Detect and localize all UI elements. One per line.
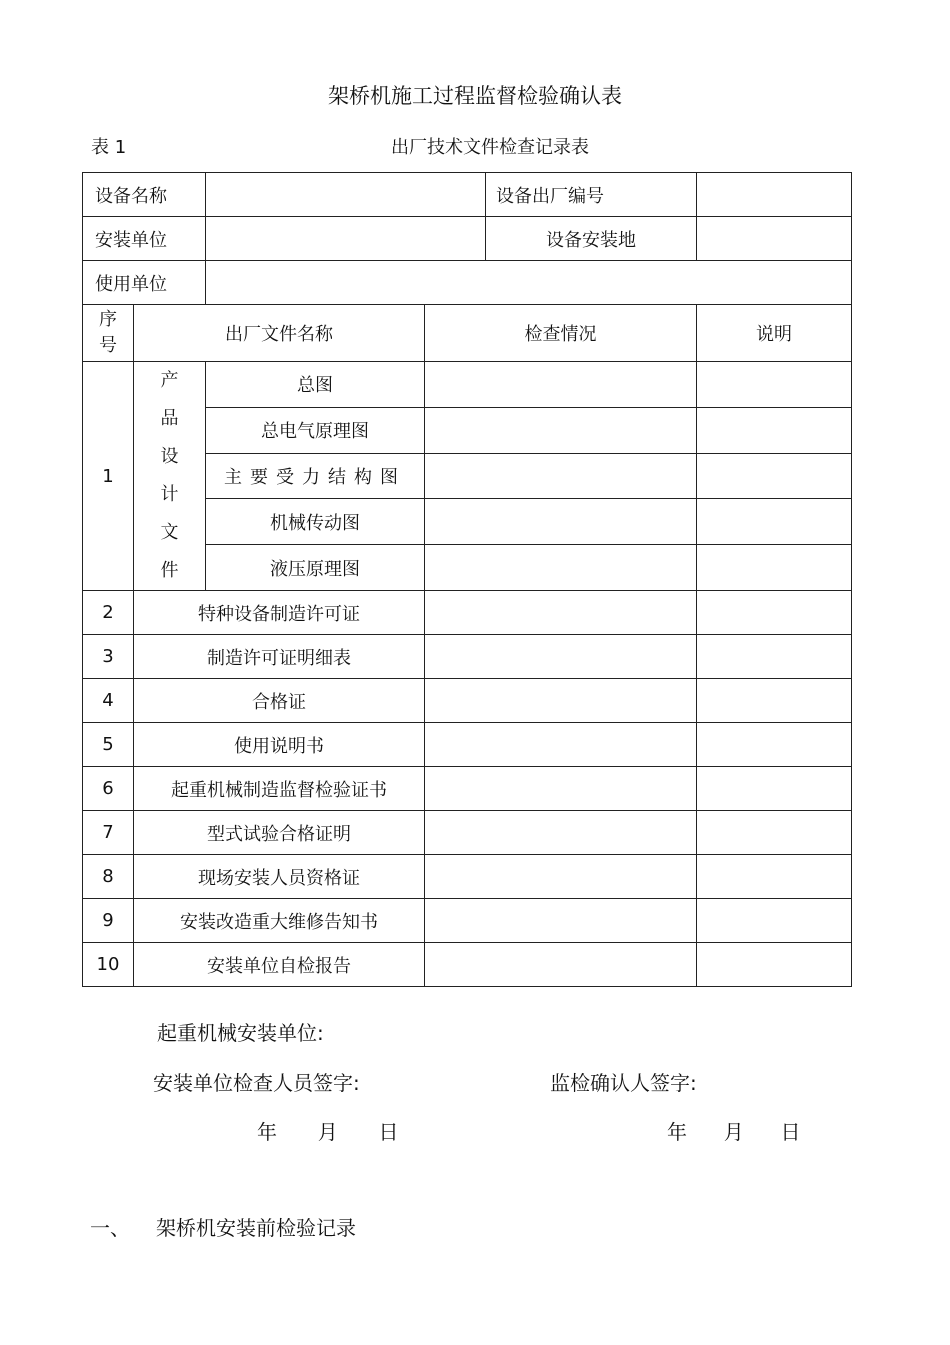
remark-cell[interactable]: [697, 943, 852, 987]
check-status-cell[interactable]: [425, 679, 697, 723]
doc-name-cell: 总图: [206, 362, 425, 408]
category-char: 计: [160, 484, 179, 505]
check-status-cell[interactable]: [425, 899, 697, 943]
inspector-date: [257, 1116, 398, 1145]
remark-cell[interactable]: [697, 723, 852, 767]
table-row: [83, 723, 852, 767]
remark-cell[interactable]: [697, 899, 852, 943]
category-char: 产: [160, 370, 179, 391]
doc-name-cell: 现场安装人员资格证: [134, 855, 425, 899]
section-number: 一、: [90, 1216, 130, 1240]
remark-cell[interactable]: [697, 811, 852, 855]
row-seq: 9: [83, 899, 134, 943]
header-row-equipment: [83, 173, 852, 217]
table-row: [83, 591, 852, 635]
row-seq: 7: [83, 811, 134, 855]
table-row: [83, 679, 852, 723]
seq-column-header: [83, 305, 134, 362]
day-label: 日: [378, 1120, 399, 1144]
check-status-cell[interactable]: [425, 545, 697, 591]
check-status-cell[interactable]: [425, 407, 697, 453]
category-char: 文: [160, 522, 179, 543]
install-site-field[interactable]: [697, 217, 852, 261]
seq-header-top: 序: [99, 309, 117, 330]
remark-cell[interactable]: [697, 635, 852, 679]
row-seq: 10: [83, 943, 134, 987]
check-status-cell[interactable]: [425, 362, 697, 408]
column-header-row: [83, 305, 852, 362]
group1-category: [134, 362, 206, 591]
day-label: 日: [780, 1120, 801, 1144]
document-title: 架桥机施工过程监督检验确认表: [328, 84, 622, 108]
group1-seq: 1: [83, 362, 134, 591]
check-status-cell[interactable]: [425, 943, 697, 987]
month-label: 月: [317, 1120, 338, 1144]
inspection-table: [82, 172, 852, 987]
seq-header-bottom: 号: [99, 335, 117, 356]
header-row-install: [83, 217, 852, 261]
doc-name-column-header: 出厂文件名称: [134, 305, 425, 362]
equipment-name-field[interactable]: [206, 173, 486, 217]
check-status-cell[interactable]: [425, 855, 697, 899]
check-status-cell[interactable]: [425, 723, 697, 767]
category-char: 件: [160, 560, 179, 581]
remark-cell[interactable]: [697, 679, 852, 723]
row-seq: 4: [83, 679, 134, 723]
remark-cell[interactable]: [697, 591, 852, 635]
category-char: 设: [160, 446, 179, 467]
table-row: [83, 855, 852, 899]
doc-name-cell: 主要受力结构图: [206, 453, 425, 499]
remark-cell[interactable]: [697, 407, 852, 453]
install-unit-label: 安装单位: [83, 217, 206, 261]
doc-name-cell: 总电气原理图: [206, 407, 425, 453]
header-row-user: [83, 261, 852, 305]
remark-cell[interactable]: [697, 855, 852, 899]
table-title: 出厂技术文件检查记录表: [391, 137, 589, 158]
doc-name-cell: 机械传动图: [206, 499, 425, 545]
check-status-cell[interactable]: [425, 591, 697, 635]
install-company-label: 起重机械安装单位:: [157, 1021, 324, 1045]
doc-name-cell: 特种设备制造许可证: [134, 591, 425, 635]
row-seq: 5: [83, 723, 134, 767]
confirm-sign-label: 监检确认人签字:: [550, 1071, 697, 1095]
check-status-cell[interactable]: [425, 635, 697, 679]
remark-cell[interactable]: [697, 453, 852, 499]
remark-cell[interactable]: [697, 767, 852, 811]
doc-name-cell: 起重机械制造监督检验证书: [134, 767, 425, 811]
remark-cell[interactable]: [697, 362, 852, 408]
equipment-name-label: 设备名称: [83, 173, 206, 217]
inspector-sign-label: 安装单位检查人员签字:: [153, 1071, 360, 1095]
row-seq: 8: [83, 855, 134, 899]
doc-name-cell: 液压原理图: [206, 545, 425, 591]
table-row: [83, 943, 852, 987]
year-label: 年: [257, 1120, 277, 1144]
doc-name-cell: 使用说明书: [134, 723, 425, 767]
table-row: [83, 767, 852, 811]
table-row: [83, 899, 852, 943]
category-char: 品: [160, 408, 179, 429]
month-label: 月: [723, 1120, 744, 1144]
row-seq: 6: [83, 767, 134, 811]
row-seq: 3: [83, 635, 134, 679]
user-unit-field[interactable]: [206, 261, 852, 305]
table-row: [83, 635, 852, 679]
install-site-label: 设备安装地: [486, 217, 697, 261]
user-unit-label: 使用单位: [83, 261, 206, 305]
doc-name-cell: 安装改造重大维修告知书: [134, 899, 425, 943]
check-status-cell[interactable]: [425, 499, 697, 545]
table-row: [83, 811, 852, 855]
check-status-cell[interactable]: [425, 453, 697, 499]
doc-name-cell: 安装单位自检报告: [134, 943, 425, 987]
table-number: 表 1: [91, 137, 127, 158]
factory-number-field[interactable]: [697, 173, 852, 217]
install-unit-field[interactable]: [206, 217, 486, 261]
confirm-date: [667, 1116, 800, 1145]
check-status-cell[interactable]: [425, 767, 697, 811]
remark-cell[interactable]: [697, 499, 852, 545]
check-status-cell[interactable]: [425, 811, 697, 855]
doc-name-cell: 型式试验合格证明: [134, 811, 425, 855]
table-row: [83, 362, 852, 408]
section-title: 架桥机安装前检验记录: [156, 1216, 356, 1240]
remark-cell[interactable]: [697, 545, 852, 591]
row-seq: 2: [83, 591, 134, 635]
remark-column-header: 说明: [697, 305, 852, 362]
doc-name-cell: 合格证: [134, 679, 425, 723]
section-heading: [90, 1212, 356, 1241]
factory-number-label: 设备出厂编号: [486, 173, 697, 217]
year-label: 年: [667, 1120, 687, 1144]
doc-name-cell: 制造许可证明细表: [134, 635, 425, 679]
check-status-column-header: 检查情况: [425, 305, 697, 362]
